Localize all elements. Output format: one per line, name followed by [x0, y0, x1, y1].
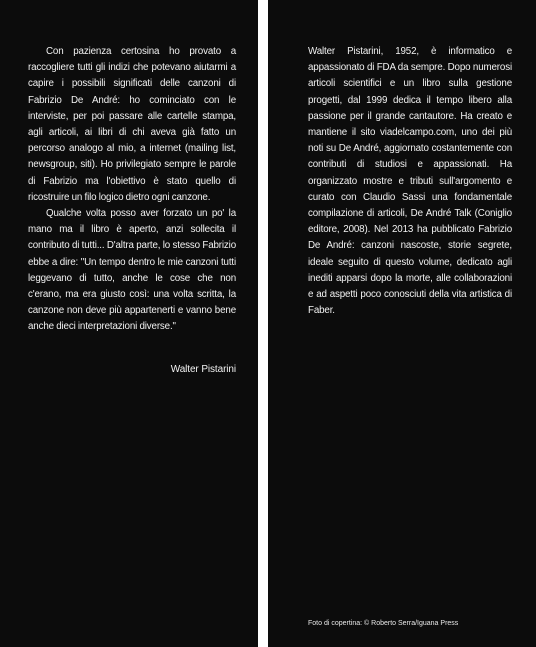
author-bio-right-panel	[268, 0, 536, 647]
photo-credit: Foto di copertina: © Roberto Serra/Iguana Press	[308, 620, 459, 627]
author-biography: Walter Pistarini, 1952, è informatico e appassionato di FDA da sempre. Dopo numerosi articoli scientifici e un libro sulla gestione progetti, dal 1999 dedica il tempo libero alla passione per il grande cantautore. Ha creato e mantiene il sito viadelcampo.com, uno dei più noti su De André, aggiornato costantemente con contributi di studiosi e appassionati. Ha organizzato mostre e tributi sull'argomento e curato con Claudio Sassi una fondamentale compilazione di articoli, De André Talk (Coniglio editore, 2008). Nel 2013 ha pubblicato Fabrizio De André: canzoni nascoste, storie segrete, ideale seguito di questo volume, dedicato agli inediti apparsi dopo la morte, alle collaborazioni e ad aspetti poco conosciuti della vita artistica di Faber.	[308, 46, 512, 317]
intro-paragraph-1: Con pazienza certosina ho provato a raccogliere tutti gli indizi che potevano aiutarmi a capire i possibili significati delle canzoni di Fabrizio De André: ho cominciato con le interviste, per poi passare alle cartelle stampa, agli articoli, ai libri di chi aveva già fatto un percorso analogo al mio, a internet (mailing list, newsgroup, siti). Ho privilegiato sempre le parole di Fabrizio ma l'obiettivo è stato quello di ricostruire un filo logico dietro ogni canzone.	[28, 46, 236, 203]
back-cover-left-panel	[0, 0, 258, 647]
page-divider	[258, 0, 268, 647]
intro-paragraph-2: Qualche volta posso aver forzato un po' la mano ma il libro è aperto, anzi sollecita il contributo di tutti... D'altra parte, lo stesso Fabrizio ebbe a dire: "Un tempo dentro le mie canzoni tutti leggevano di tutto, anche le cose che non c'erano, ma era giusto così: una volta scritta, la canzone non deve più appartenerti e vanno bene anche dieci interpretazioni diverse."	[28, 208, 236, 333]
author-signature: Walter Pistarini	[170, 363, 236, 375]
